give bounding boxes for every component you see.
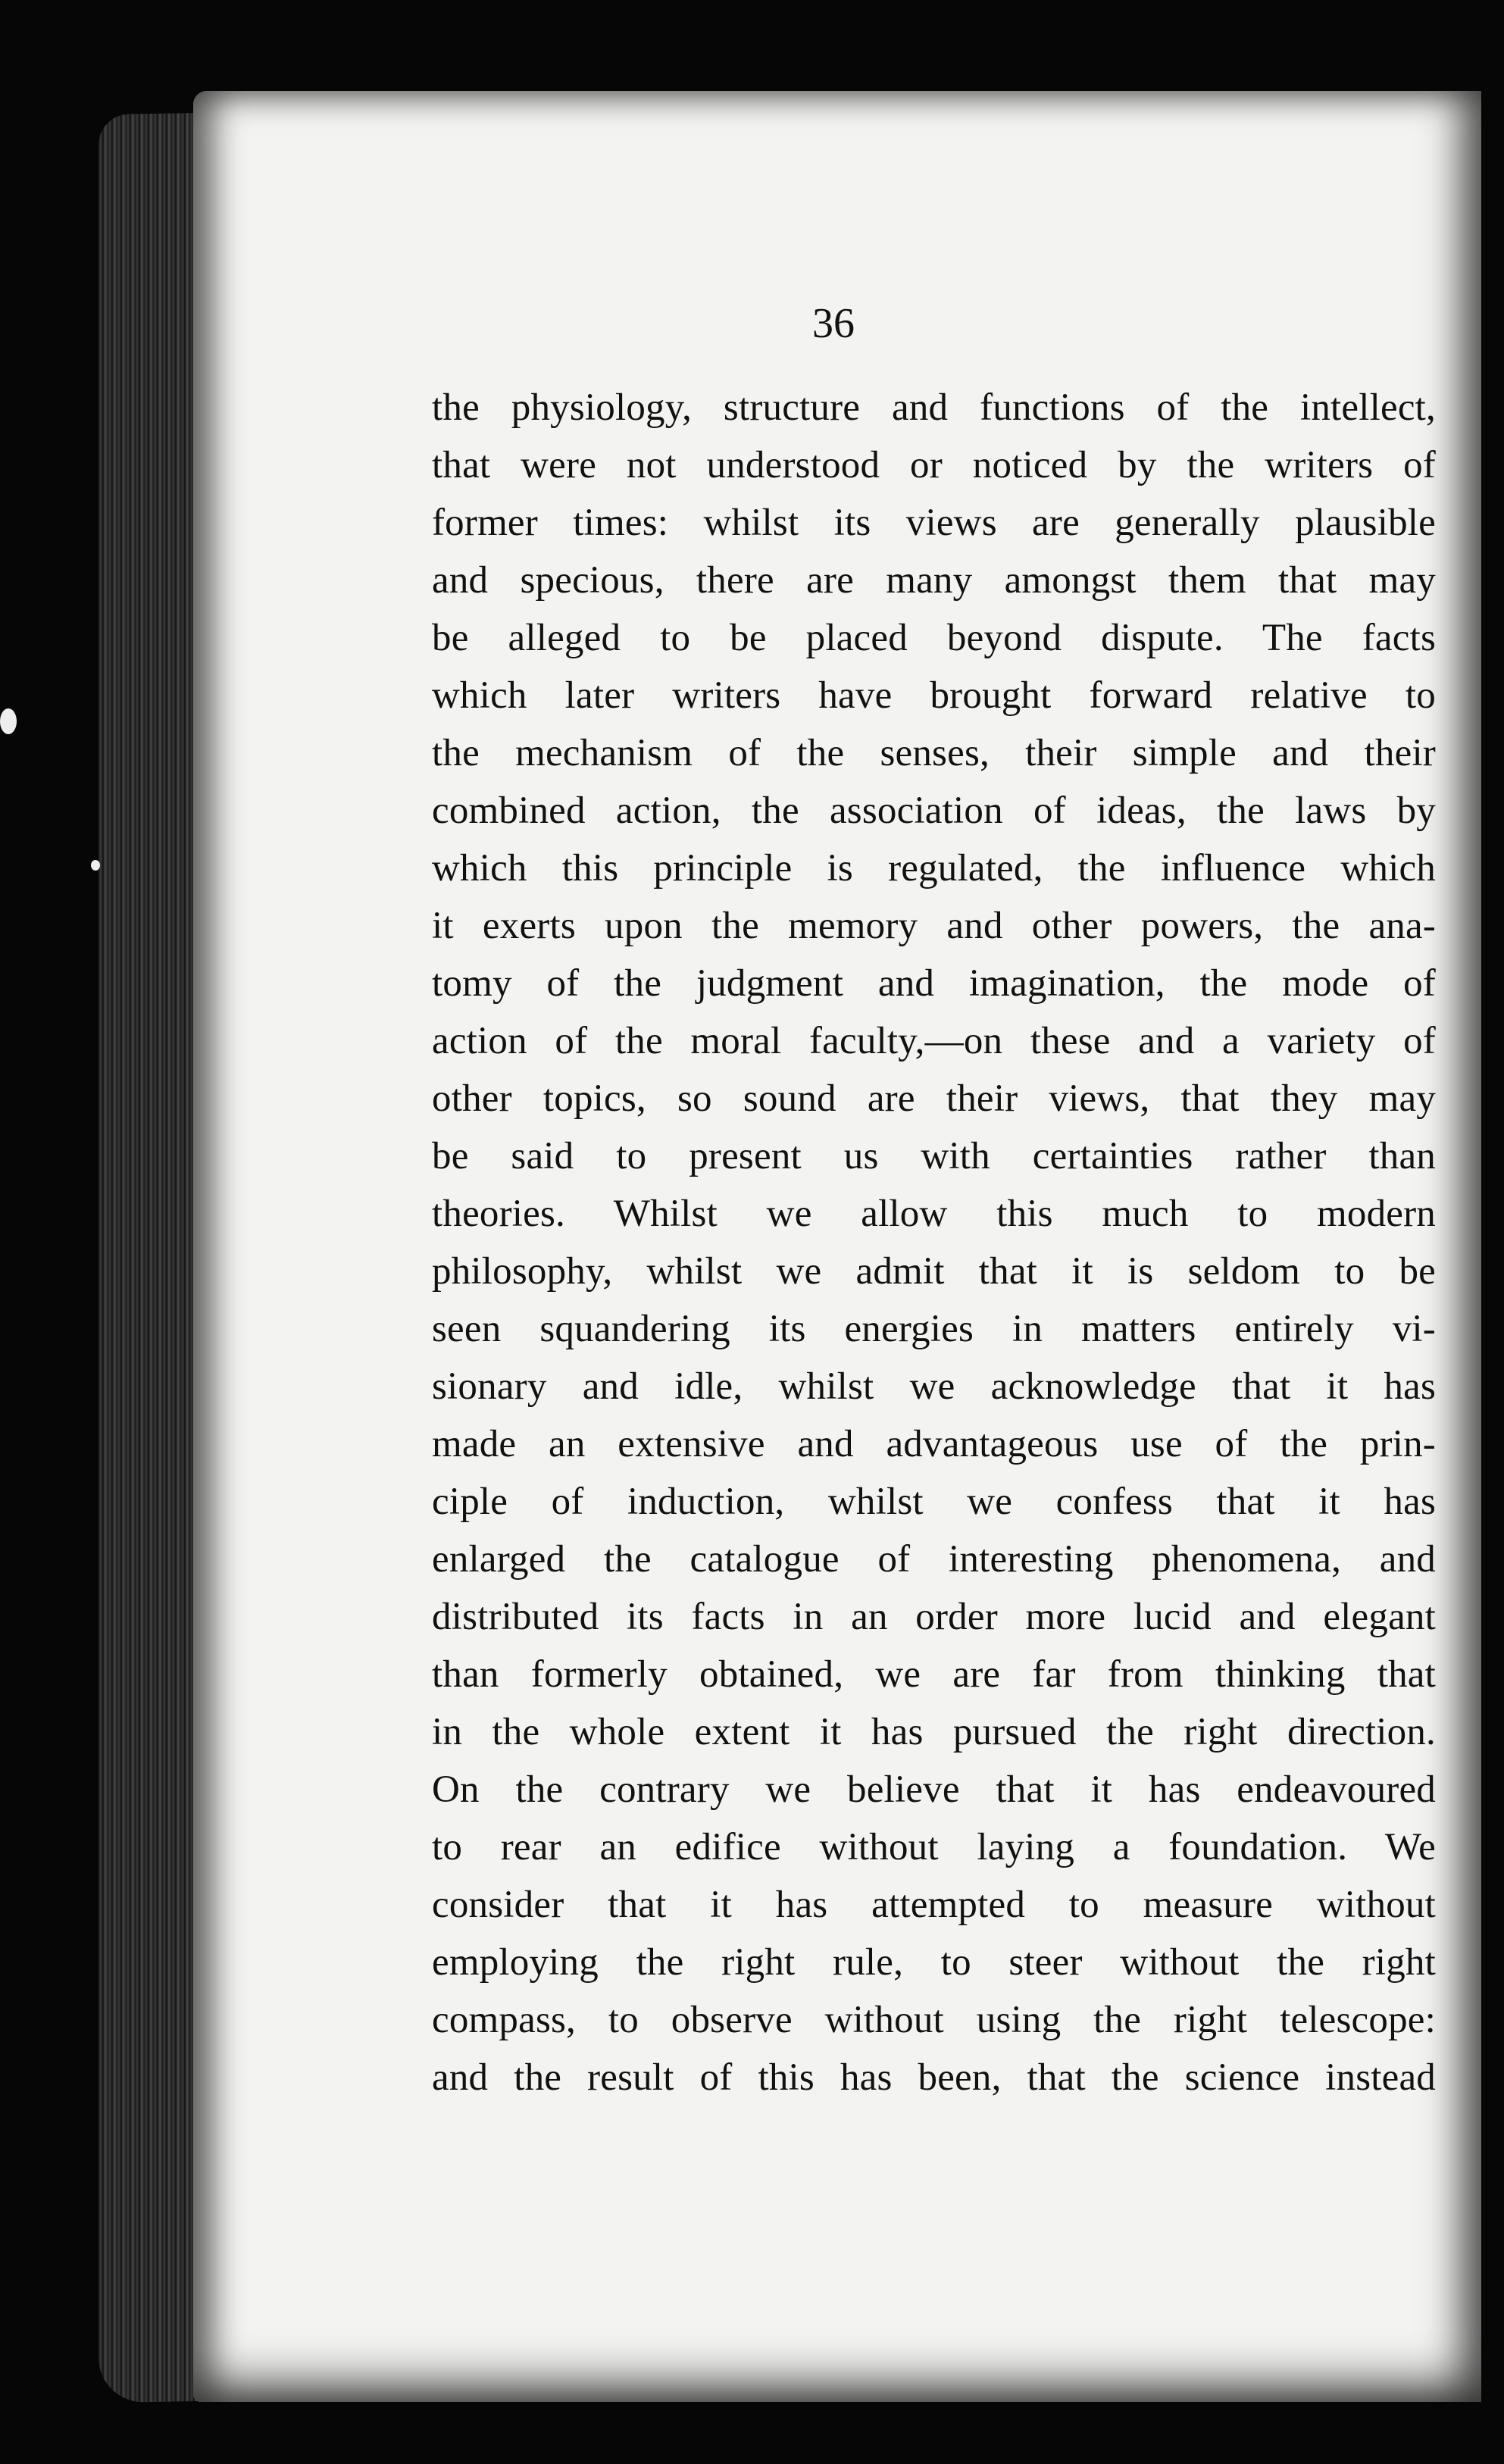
text-line: employing the right rule, to steer without the right xyxy=(432,1941,1436,1984)
text-line: compass, to observe without using the right telescope: xyxy=(432,1999,1436,2041)
dust-speck xyxy=(91,860,100,871)
text-line: On the contrary we believe that it has endeavoured xyxy=(432,1768,1436,1811)
dust-speck xyxy=(0,708,17,734)
text-line: combined action, the association of ideas, the laws by xyxy=(432,790,1436,832)
text-line: tomy of the judgment and imagination, the mode of xyxy=(432,962,1436,1005)
text-line: and specious, there are many amongst them that may xyxy=(432,559,1436,602)
text-line: enlarged the catalogue of interesting phenomena, and xyxy=(432,1538,1436,1581)
text-line: which this principle is regulated, the influence which xyxy=(432,847,1436,890)
text-line: ciple of induction, whilst we confess that it has xyxy=(432,1481,1436,1523)
text-line: it exerts upon the memory and other powers, the ana- xyxy=(432,905,1436,947)
text-line: be alleged to be placed beyond dispute. The facts xyxy=(432,617,1436,659)
page-number: 36 xyxy=(812,300,855,347)
text-line: than formerly obtained, we are far from thinking that xyxy=(432,1653,1436,1696)
text-line: distributed its facts in an order more lucid and elegant xyxy=(432,1596,1436,1638)
text-line: seen squandering its energies in matters entirely vi- xyxy=(432,1308,1436,1350)
text-line: the physiology, structure and functions of the intellect, xyxy=(432,386,1436,429)
text-line: and the result of this has been, that the science instead xyxy=(432,2056,1436,2099)
text-line: be said to present us with certainties rather than xyxy=(432,1135,1436,1177)
text-line: consider that it has attempted to measure without xyxy=(432,1884,1436,1926)
text-line: other topics, so sound are their views, that they may xyxy=(432,1077,1436,1120)
text-line: action of the moral faculty,—on these and a variety of xyxy=(432,1020,1436,1062)
text-line: sionary and idle, whilst we acknowledge that it has xyxy=(432,1365,1436,1408)
text-line: former times: whilst its views are generally plausible xyxy=(432,502,1436,544)
text-line: in the whole extent it has pursued the right direction. xyxy=(432,1711,1436,1753)
text-line: theories. Whilst we allow this much to modern xyxy=(432,1193,1436,1235)
text-line: made an extensive and advantageous use of the prin- xyxy=(432,1423,1436,1465)
text-line: which later writers have brought forward relative to xyxy=(432,674,1436,717)
text-line: to rear an edifice without laying a foundation. We xyxy=(432,1826,1436,1868)
body-text xyxy=(432,379,1436,2106)
text-line: that were not understood or noticed by the writers of xyxy=(432,444,1436,486)
text-line: the mechanism of the senses, their simple and their xyxy=(432,732,1436,774)
text-line: philosophy, whilst we admit that it is seldom to be xyxy=(432,1250,1436,1293)
